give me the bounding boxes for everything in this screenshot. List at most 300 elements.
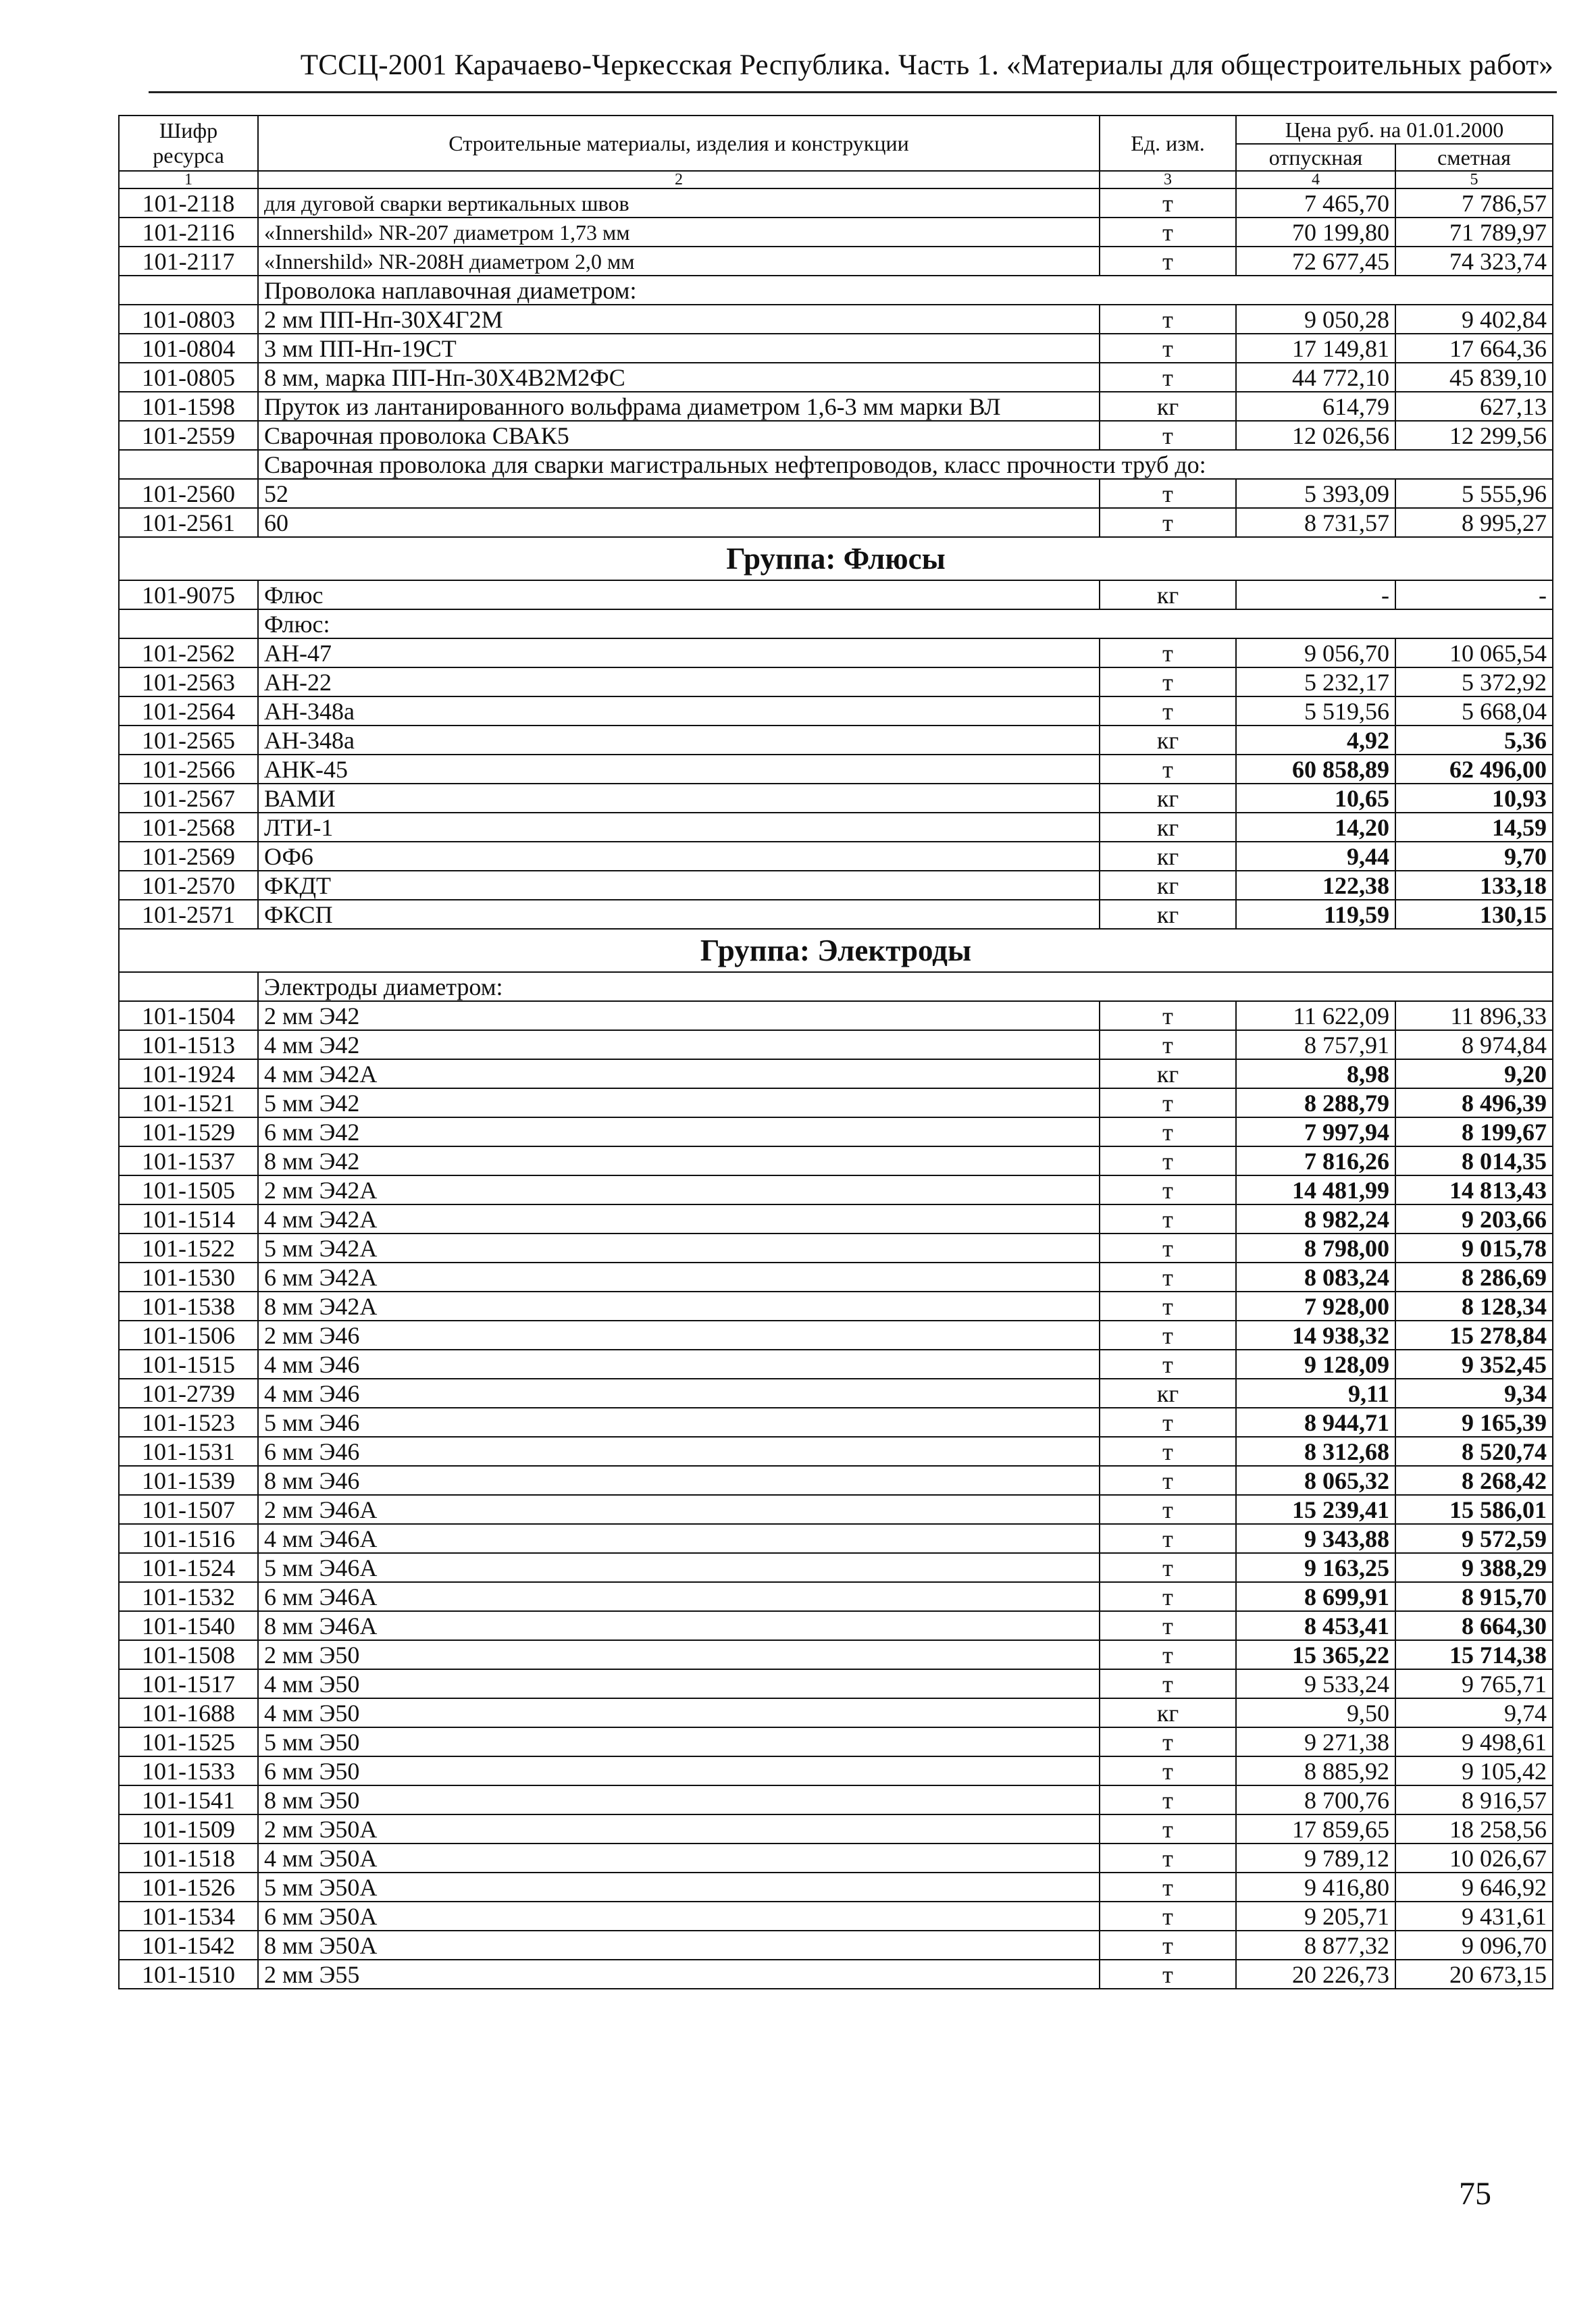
resource-code: 101-1540 bbox=[119, 1611, 258, 1640]
material-name: 4 мм Э46А bbox=[258, 1524, 1100, 1553]
table-row bbox=[119, 1001, 1553, 1030]
material-name: АН-348а bbox=[258, 726, 1100, 755]
release-price: 4,92 bbox=[1236, 726, 1395, 755]
release-price: 9,50 bbox=[1236, 1698, 1395, 1727]
unit-cell: т bbox=[1100, 667, 1236, 696]
estimate-price: 9,70 bbox=[1395, 842, 1553, 871]
resource-code: 101-2564 bbox=[119, 696, 258, 726]
table-row bbox=[119, 1379, 1553, 1408]
material-name: 4 мм Э42 bbox=[258, 1030, 1100, 1059]
release-price: 44 772,10 bbox=[1236, 363, 1395, 392]
estimate-price: 9 096,70 bbox=[1395, 1931, 1553, 1960]
unit-cell: т bbox=[1100, 479, 1236, 508]
estimate-price: 15 278,84 bbox=[1395, 1321, 1553, 1350]
table-row bbox=[119, 1292, 1553, 1321]
release-price: 8 877,32 bbox=[1236, 1931, 1395, 1960]
material-name: 4 мм Э50 bbox=[258, 1698, 1100, 1727]
table-row bbox=[119, 363, 1553, 392]
estimate-price: 10 065,54 bbox=[1395, 638, 1553, 667]
group-heading-row bbox=[119, 929, 1553, 972]
release-price: 15 239,41 bbox=[1236, 1495, 1395, 1524]
resource-code: 101-0803 bbox=[119, 305, 258, 334]
material-name: 3 мм ПП-Нп-19СТ bbox=[258, 334, 1100, 363]
table-row bbox=[119, 1204, 1553, 1234]
release-price: 7 928,00 bbox=[1236, 1292, 1395, 1321]
resource-code: 101-1539 bbox=[119, 1466, 258, 1495]
estimate-price: 8 286,69 bbox=[1395, 1263, 1553, 1292]
table-header-row bbox=[119, 116, 1553, 144]
material-name: 4 мм Э46 bbox=[258, 1350, 1100, 1379]
resource-code: 101-2570 bbox=[119, 871, 258, 900]
table-row bbox=[119, 1756, 1553, 1785]
resource-code: 101-1524 bbox=[119, 1553, 258, 1582]
estimate-price: 9 646,92 bbox=[1395, 1873, 1553, 1902]
table-row bbox=[119, 1030, 1553, 1059]
resource-code: 101-1510 bbox=[119, 1960, 258, 1989]
release-price: 60 858,89 bbox=[1236, 755, 1395, 784]
table-row bbox=[119, 421, 1553, 450]
estimate-price: 9 431,61 bbox=[1395, 1902, 1553, 1931]
material-name: 8 мм Э42 bbox=[258, 1146, 1100, 1175]
group-heading: Группа: Флюсы bbox=[119, 537, 1553, 580]
subheading-text: Сварочная проволока для сварки магистральных нефтепроводов, класс прочности труб до: bbox=[258, 450, 1553, 479]
estimate-price: 9 352,45 bbox=[1395, 1350, 1553, 1379]
release-price: 14 938,32 bbox=[1236, 1321, 1395, 1350]
running-header: ТССЦ-2001 Карачаево-Черкесская Республика. Часть 1. «Материалы для общестроительных работ» bbox=[300, 49, 1553, 81]
table-row bbox=[119, 508, 1553, 537]
material-name: 4 мм Э42А bbox=[258, 1204, 1100, 1234]
estimate-price: 74 323,74 bbox=[1395, 247, 1553, 276]
release-price: 9 271,38 bbox=[1236, 1727, 1395, 1756]
release-price: 12 026,56 bbox=[1236, 421, 1395, 450]
release-price: 9 533,24 bbox=[1236, 1669, 1395, 1698]
estimate-price: 15 714,38 bbox=[1395, 1640, 1553, 1669]
material-name: 2 мм Э46 bbox=[258, 1321, 1100, 1350]
resource-code: 101-1542 bbox=[119, 1931, 258, 1960]
resource-code: 101-1514 bbox=[119, 1204, 258, 1234]
unit-cell: т bbox=[1100, 1088, 1236, 1117]
material-name: ФКСП bbox=[258, 900, 1100, 929]
table-row bbox=[119, 1669, 1553, 1698]
unit-cell: т bbox=[1100, 1408, 1236, 1437]
unit-cell: т bbox=[1100, 1611, 1236, 1640]
resource-code: 101-1526 bbox=[119, 1873, 258, 1902]
resource-code: 101-2563 bbox=[119, 667, 258, 696]
unit-cell: кг bbox=[1100, 871, 1236, 900]
table-row bbox=[119, 1495, 1553, 1524]
table-row bbox=[119, 784, 1553, 813]
unit-cell: т bbox=[1100, 1756, 1236, 1785]
estimate-price: 8 664,30 bbox=[1395, 1611, 1553, 1640]
release-price: 8 982,24 bbox=[1236, 1204, 1395, 1234]
estimate-price: 8 974,84 bbox=[1395, 1030, 1553, 1059]
material-name: 5 мм Э50 bbox=[258, 1727, 1100, 1756]
estimate-price: 10,93 bbox=[1395, 784, 1553, 813]
resource-code: 101-2560 bbox=[119, 479, 258, 508]
release-price: 8 083,24 bbox=[1236, 1263, 1395, 1292]
resource-code: 101-1533 bbox=[119, 1756, 258, 1785]
unit-cell: т bbox=[1100, 1814, 1236, 1844]
table-row bbox=[119, 1408, 1553, 1437]
material-name: 2 мм Э50 bbox=[258, 1640, 1100, 1669]
unit-cell: кг bbox=[1100, 1379, 1236, 1408]
material-name: АН-348а bbox=[258, 696, 1100, 726]
estimate-price: 9,74 bbox=[1395, 1698, 1553, 1727]
header-code bbox=[119, 116, 258, 171]
material-name: 5 мм Э42 bbox=[258, 1088, 1100, 1117]
unit-cell: т bbox=[1100, 188, 1236, 218]
table-row bbox=[119, 1321, 1553, 1350]
release-price: 9 416,80 bbox=[1236, 1873, 1395, 1902]
estimate-price: 18 258,56 bbox=[1395, 1814, 1553, 1844]
table-row bbox=[119, 1117, 1553, 1146]
resource-code: 101-2118 bbox=[119, 188, 258, 218]
estimate-price: 11 896,33 bbox=[1395, 1001, 1553, 1030]
table-row bbox=[119, 1553, 1553, 1582]
column-number: 1 bbox=[119, 171, 258, 188]
estimate-price: 5 555,96 bbox=[1395, 479, 1553, 508]
resource-code: 101-1531 bbox=[119, 1437, 258, 1466]
release-price: 8 757,91 bbox=[1236, 1030, 1395, 1059]
subheading-code-cell bbox=[119, 450, 258, 479]
table-row bbox=[119, 1263, 1553, 1292]
table-row bbox=[119, 755, 1553, 784]
release-price: 9 343,88 bbox=[1236, 1524, 1395, 1553]
resource-code: 101-9075 bbox=[119, 580, 258, 609]
column-number: 4 bbox=[1236, 171, 1395, 188]
unit-cell: т bbox=[1100, 1640, 1236, 1669]
table-row bbox=[119, 1582, 1553, 1611]
resource-code: 101-1505 bbox=[119, 1175, 258, 1204]
table-row bbox=[119, 1524, 1553, 1553]
column-number: 5 bbox=[1395, 171, 1553, 188]
resource-code: 101-2566 bbox=[119, 755, 258, 784]
resource-code: 101-2559 bbox=[119, 421, 258, 450]
column-number-row bbox=[119, 171, 1553, 188]
material-name: Флюс bbox=[258, 580, 1100, 609]
resource-code: 101-1508 bbox=[119, 1640, 258, 1669]
resource-code: 101-1525 bbox=[119, 1727, 258, 1756]
table-row bbox=[119, 1234, 1553, 1263]
release-price: 8 065,32 bbox=[1236, 1466, 1395, 1495]
table-body bbox=[119, 188, 1553, 1989]
resource-code: 101-0805 bbox=[119, 363, 258, 392]
resource-code: 101-1516 bbox=[119, 1524, 258, 1553]
material-name: 4 мм Э50А bbox=[258, 1844, 1100, 1873]
table-row bbox=[119, 667, 1553, 696]
material-name: ЛТИ-1 bbox=[258, 813, 1100, 842]
table-row bbox=[119, 1437, 1553, 1466]
estimate-price: 5 372,92 bbox=[1395, 667, 1553, 696]
unit-cell: кг bbox=[1100, 726, 1236, 755]
material-name: для дуговой сварки вертикальных швов bbox=[258, 188, 1100, 218]
table-row bbox=[119, 1931, 1553, 1960]
release-price: 8 700,76 bbox=[1236, 1785, 1395, 1814]
table-row bbox=[119, 726, 1553, 755]
release-price: 5 519,56 bbox=[1236, 696, 1395, 726]
material-name: «Innershild» NR-207 диаметром 1,73 мм bbox=[258, 218, 1100, 247]
unit-cell: кг bbox=[1100, 1698, 1236, 1727]
release-price: 8 944,71 bbox=[1236, 1408, 1395, 1437]
unit-cell: т bbox=[1100, 1350, 1236, 1379]
material-name: 8 мм Э46 bbox=[258, 1466, 1100, 1495]
estimate-price: 20 673,15 bbox=[1395, 1960, 1553, 1989]
header-name: Строительные материалы, изделия и конструкции bbox=[258, 116, 1100, 171]
material-name: 6 мм Э42А bbox=[258, 1263, 1100, 1292]
unit-cell: т bbox=[1100, 1844, 1236, 1873]
resource-code: 101-1529 bbox=[119, 1117, 258, 1146]
material-name: Пруток из лантанированного вольфрама диаметром 1,6-3 мм марки ВЛ bbox=[258, 392, 1100, 421]
unit-cell: кг bbox=[1100, 842, 1236, 871]
table-row bbox=[119, 218, 1553, 247]
subheading-code-cell bbox=[119, 609, 258, 638]
table-row bbox=[119, 1611, 1553, 1640]
table-row bbox=[119, 1844, 1553, 1873]
unit-cell: т bbox=[1100, 1321, 1236, 1350]
estimate-price: 9,20 bbox=[1395, 1059, 1553, 1088]
release-price: 20 226,73 bbox=[1236, 1960, 1395, 1989]
resource-code: 101-1513 bbox=[119, 1030, 258, 1059]
unit-cell: т bbox=[1100, 1117, 1236, 1146]
header-code-label: Шифр ресурса bbox=[153, 118, 224, 168]
material-name: 6 мм Э42 bbox=[258, 1117, 1100, 1146]
material-name: «Innershild» NR-208H диаметром 2,0 мм bbox=[258, 247, 1100, 276]
material-name: 4 мм Э46 bbox=[258, 1379, 1100, 1408]
estimate-price: 8 128,34 bbox=[1395, 1292, 1553, 1321]
release-price: 7 816,26 bbox=[1236, 1146, 1395, 1175]
unit-cell: т bbox=[1100, 1960, 1236, 1989]
table-row bbox=[119, 638, 1553, 667]
table-row bbox=[119, 1814, 1553, 1844]
unit-cell: т bbox=[1100, 305, 1236, 334]
material-name: 8 мм Э46А bbox=[258, 1611, 1100, 1640]
estimate-price: 14,59 bbox=[1395, 813, 1553, 842]
material-name: 2 мм ПП-Нп-30Х4Г2М bbox=[258, 305, 1100, 334]
estimate-price: 8 199,67 bbox=[1395, 1117, 1553, 1146]
estimate-price: 5 668,04 bbox=[1395, 696, 1553, 726]
material-name: 2 мм Э55 bbox=[258, 1960, 1100, 1989]
release-price: 72 677,45 bbox=[1236, 247, 1395, 276]
unit-cell: т bbox=[1100, 1931, 1236, 1960]
unit-cell: т bbox=[1100, 1669, 1236, 1698]
release-price: 7 465,70 bbox=[1236, 188, 1395, 218]
release-price: 10,65 bbox=[1236, 784, 1395, 813]
material-name: 6 мм Э50 bbox=[258, 1756, 1100, 1785]
unit-cell: т bbox=[1100, 1524, 1236, 1553]
table-row bbox=[119, 842, 1553, 871]
estimate-price: 627,13 bbox=[1395, 392, 1553, 421]
estimate-price: 8 496,39 bbox=[1395, 1088, 1553, 1117]
estimate-price: 8 915,70 bbox=[1395, 1582, 1553, 1611]
table-row bbox=[119, 305, 1553, 334]
estimate-price: 14 813,43 bbox=[1395, 1175, 1553, 1204]
unit-cell: т bbox=[1100, 1204, 1236, 1234]
resource-code: 101-1507 bbox=[119, 1495, 258, 1524]
estimate-price: 8 268,42 bbox=[1395, 1466, 1553, 1495]
header-release-price: отпускная bbox=[1236, 144, 1395, 171]
release-price: 119,59 bbox=[1236, 900, 1395, 929]
table-row bbox=[119, 813, 1553, 842]
resource-code: 101-2561 bbox=[119, 508, 258, 537]
unit-cell: кг bbox=[1100, 580, 1236, 609]
page-number: 75 bbox=[1459, 2176, 1491, 2212]
subheading-text: Проволока наплавочная диаметром: bbox=[258, 276, 1553, 305]
resource-code: 101-2739 bbox=[119, 1379, 258, 1408]
estimate-price: 17 664,36 bbox=[1395, 334, 1553, 363]
release-price: 8 885,92 bbox=[1236, 1756, 1395, 1785]
material-name: 6 мм Э46А bbox=[258, 1582, 1100, 1611]
unit-cell: кг bbox=[1100, 392, 1236, 421]
unit-cell: т bbox=[1100, 1727, 1236, 1756]
estimate-price: 9 388,29 bbox=[1395, 1553, 1553, 1582]
resource-code: 101-1523 bbox=[119, 1408, 258, 1437]
estimate-price: 9 765,71 bbox=[1395, 1669, 1553, 1698]
resource-code: 101-1688 bbox=[119, 1698, 258, 1727]
estimate-price: - bbox=[1395, 580, 1553, 609]
unit-cell: т bbox=[1100, 334, 1236, 363]
price-table bbox=[118, 115, 1553, 1989]
estimate-price: 5,36 bbox=[1395, 726, 1553, 755]
release-price: 8 312,68 bbox=[1236, 1437, 1395, 1466]
subheading-text: Электроды диаметром: bbox=[258, 972, 1553, 1001]
unit-cell: т bbox=[1100, 1030, 1236, 1059]
unit-cell: т bbox=[1100, 363, 1236, 392]
release-price: 8 453,41 bbox=[1236, 1611, 1395, 1640]
material-name: 2 мм Э42А bbox=[258, 1175, 1100, 1204]
release-price: 9,11 bbox=[1236, 1379, 1395, 1408]
estimate-price: 62 496,00 bbox=[1395, 755, 1553, 784]
column-number: 2 bbox=[258, 171, 1100, 188]
release-price: 17 859,65 bbox=[1236, 1814, 1395, 1844]
unit-cell: т bbox=[1100, 218, 1236, 247]
material-name: 2 мм Э50А bbox=[258, 1814, 1100, 1844]
release-price: 14,20 bbox=[1236, 813, 1395, 842]
unit-cell: т bbox=[1100, 1466, 1236, 1495]
release-price: 614,79 bbox=[1236, 392, 1395, 421]
resource-code: 101-1532 bbox=[119, 1582, 258, 1611]
resource-code: 101-1541 bbox=[119, 1785, 258, 1814]
release-price: 9,44 bbox=[1236, 842, 1395, 871]
table-row bbox=[119, 1727, 1553, 1756]
material-name: АН-47 bbox=[258, 638, 1100, 667]
subheading-text: Флюс: bbox=[258, 609, 1553, 638]
material-name: 4 мм Э42А bbox=[258, 1059, 1100, 1088]
unit-cell: т bbox=[1100, 1553, 1236, 1582]
resource-code: 101-2565 bbox=[119, 726, 258, 755]
estimate-price: 9 015,78 bbox=[1395, 1234, 1553, 1263]
release-price: 9 056,70 bbox=[1236, 638, 1395, 667]
resource-code: 101-1521 bbox=[119, 1088, 258, 1117]
release-price: 8 798,00 bbox=[1236, 1234, 1395, 1263]
table-row bbox=[119, 580, 1553, 609]
unit-cell: т bbox=[1100, 1495, 1236, 1524]
resource-code: 101-1504 bbox=[119, 1001, 258, 1030]
table-row bbox=[119, 188, 1553, 218]
table-row bbox=[119, 334, 1553, 363]
unit-cell: т bbox=[1100, 1437, 1236, 1466]
table-row bbox=[119, 479, 1553, 508]
unit-cell: т bbox=[1100, 638, 1236, 667]
unit-cell: т bbox=[1100, 755, 1236, 784]
unit-cell: кг bbox=[1100, 784, 1236, 813]
release-price: 9 128,09 bbox=[1236, 1350, 1395, 1379]
resource-code: 101-2116 bbox=[119, 218, 258, 247]
estimate-price: 12 299,56 bbox=[1395, 421, 1553, 450]
table-row bbox=[119, 392, 1553, 421]
release-price: - bbox=[1236, 580, 1395, 609]
table-row bbox=[119, 696, 1553, 726]
table-row bbox=[119, 1088, 1553, 1117]
estimate-price: 9 203,66 bbox=[1395, 1204, 1553, 1234]
release-price: 7 997,94 bbox=[1236, 1117, 1395, 1146]
estimate-price: 7 786,57 bbox=[1395, 188, 1553, 218]
material-name: 8 мм, марка ПП-Нп-30Х4В2М2ФС bbox=[258, 363, 1100, 392]
unit-cell: т bbox=[1100, 421, 1236, 450]
table-row bbox=[119, 247, 1553, 276]
release-price: 9 163,25 bbox=[1236, 1553, 1395, 1582]
resource-code: 101-2569 bbox=[119, 842, 258, 871]
unit-cell: т bbox=[1100, 1902, 1236, 1931]
estimate-price: 130,15 bbox=[1395, 900, 1553, 929]
estimate-price: 71 789,97 bbox=[1395, 218, 1553, 247]
table-row bbox=[119, 1902, 1553, 1931]
estimate-price: 9 105,42 bbox=[1395, 1756, 1553, 1785]
release-price: 15 365,22 bbox=[1236, 1640, 1395, 1669]
resource-code: 101-2567 bbox=[119, 784, 258, 813]
table-row bbox=[119, 1960, 1553, 1989]
release-price: 17 149,81 bbox=[1236, 334, 1395, 363]
estimate-price: 10 026,67 bbox=[1395, 1844, 1553, 1873]
estimate-price: 9 402,84 bbox=[1395, 305, 1553, 334]
unit-cell: т bbox=[1100, 1292, 1236, 1321]
table-row bbox=[119, 900, 1553, 929]
header-rule bbox=[149, 91, 1557, 93]
estimate-price: 8 916,57 bbox=[1395, 1785, 1553, 1814]
release-price: 122,38 bbox=[1236, 871, 1395, 900]
resource-code: 101-2571 bbox=[119, 900, 258, 929]
material-name: 6 мм Э46 bbox=[258, 1437, 1100, 1466]
material-name: ВАМИ bbox=[258, 784, 1100, 813]
subheading-row bbox=[119, 972, 1553, 1001]
table-row bbox=[119, 1175, 1553, 1204]
material-name: 8 мм Э42А bbox=[258, 1292, 1100, 1321]
subheading-row bbox=[119, 609, 1553, 638]
estimate-price: 45 839,10 bbox=[1395, 363, 1553, 392]
table-row bbox=[119, 1146, 1553, 1175]
material-name: 8 мм Э50А bbox=[258, 1931, 1100, 1960]
table-row bbox=[119, 1466, 1553, 1495]
resource-code: 101-1515 bbox=[119, 1350, 258, 1379]
release-price: 8 699,91 bbox=[1236, 1582, 1395, 1611]
resource-code: 101-2568 bbox=[119, 813, 258, 842]
group-heading: Группа: Электроды bbox=[119, 929, 1553, 972]
material-name: 4 мм Э50 bbox=[258, 1669, 1100, 1698]
resource-code: 101-1538 bbox=[119, 1292, 258, 1321]
resource-code: 101-1517 bbox=[119, 1669, 258, 1698]
estimate-price: 8 520,74 bbox=[1395, 1437, 1553, 1466]
material-name: Сварочная проволока СВАК5 bbox=[258, 421, 1100, 450]
resource-code: 101-2117 bbox=[119, 247, 258, 276]
material-name: 60 bbox=[258, 508, 1100, 537]
estimate-price: 8 995,27 bbox=[1395, 508, 1553, 537]
resource-code: 101-1534 bbox=[119, 1902, 258, 1931]
release-price: 5 232,17 bbox=[1236, 667, 1395, 696]
unit-cell: кг bbox=[1100, 1059, 1236, 1088]
resource-code: 101-2562 bbox=[119, 638, 258, 667]
estimate-price: 9 165,39 bbox=[1395, 1408, 1553, 1437]
estimate-price: 133,18 bbox=[1395, 871, 1553, 900]
resource-code: 101-1509 bbox=[119, 1814, 258, 1844]
